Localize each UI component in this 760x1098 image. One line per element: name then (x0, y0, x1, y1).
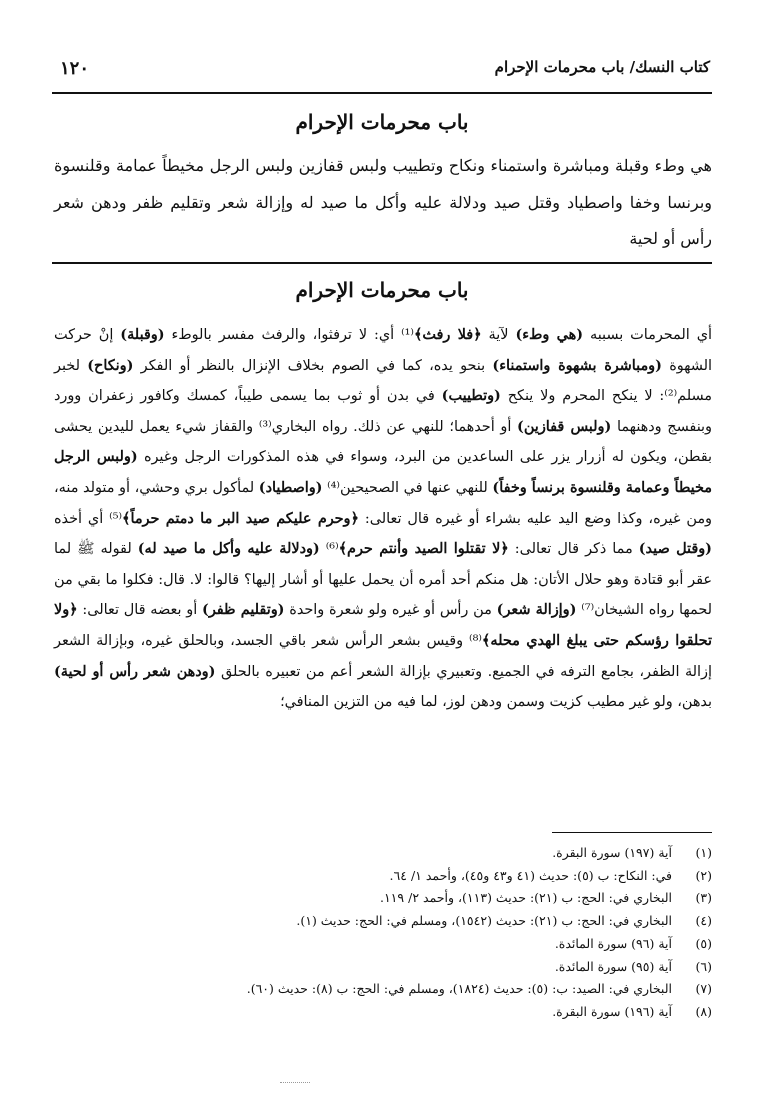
footnote-text: آية (٩٦) سورة المائدة. (554, 935, 672, 951)
commentary-segment: لآية (481, 327, 516, 343)
footnote-text: في: النكاح: ب (٥): حديث (٤١ و٤٣ و٤٥)، وأحمد ١/ ٦٤. (389, 867, 672, 883)
commentary-segment: من رأس أو غيره ولو شعرة واحدة (284, 602, 497, 619)
page-number: ١٢٠ (60, 58, 90, 79)
footnotes-list (150, 842, 712, 1024)
matn-rule (52, 262, 712, 264)
footnote-item (150, 978, 712, 1001)
footnote-number: (٤) (695, 913, 712, 929)
footnote-number: (٣) (695, 890, 712, 906)
commentary-segment: بنحو يده، كما في الصوم بخلاف الإنزال بالنظر أو الفكر (133, 357, 493, 374)
matn-heading: باب محرمات الإحرام (295, 110, 469, 134)
footnote-text: البخاري في: الصيد: ب: (٥): حديث (١٨٢٤)، ومسلم في: الحج: ب (٨): حديث (٦٠). (246, 981, 672, 997)
commentary-segment: ⁽⁶⁾ (319, 541, 339, 558)
footnote-text: البخاري في: الحج: ب (٢١): حديث (١١٣)، وأحمد ٢/ ١١٩. (379, 890, 672, 906)
footnote-text: البخاري في: الحج: ب (٢١): حديث (١٥٤٢)، ومسلم في: الحج: حديث (١). (296, 913, 672, 929)
footnote-number: (٢) (695, 867, 712, 883)
commentary-segment: ⁽⁵⁾ أي أخذه (54, 510, 123, 527)
matn-quote: (وتقليم ظفر) (202, 601, 285, 619)
footnote-number: (٥) (695, 935, 712, 951)
footnote-text: آية (١٩٧) سورة البقرة. (552, 845, 672, 860)
matn-quote: (ولبس الرجل مخيطاً وعمامة وقلنسوة برنساً وخفاً) (54, 448, 712, 496)
matn-quote: (ودلالة عليه وأكل ما صيد له) (137, 540, 320, 558)
footnote-item (150, 910, 712, 933)
matn-quote: (وقبلة) (120, 326, 165, 343)
page-bottom-mark (280, 1082, 310, 1083)
commentary-segment: لقوله ﷺ لما عقر أبو قتادة وهو حلال الأتان: هل منكم أحد أمره أن يحمل عليها أو أشار إليها؟ قالوا: لا. قال: فكلوا ما بقي من لحمها رواه الشيخان⁽⁷⁾ (54, 541, 713, 619)
footnote-item (150, 1001, 712, 1024)
matn-quote: (ودهن شعر رأس أو لحية) (54, 662, 216, 680)
matn-quote: (هي وطء) (515, 326, 584, 343)
commentary-segment: بدهن، ولو غير مطيب كزيت وسمن ودهن لوز، لما فيه من التزين المنافي؛ (280, 694, 712, 711)
commentary-segment: في بدن أو ثوب بما يسمى طيباً، كمسك وكافور زعفران وورد وبنفسج ودهنهما (54, 388, 713, 435)
footnote-number: (٨) (695, 1003, 712, 1019)
matn-quote: (وتطييب) (441, 387, 501, 405)
matn-quote: (وقتل صيد) (638, 540, 712, 558)
matn-quote: (وإزالة شعر) (496, 601, 577, 619)
commentary-segment: إنْ حركت الشهوة (54, 327, 713, 374)
commentary-segment: ⁽⁸⁾ وقيس بشعر الرأس شعر باقي الجسد، وبالحلق غيره، وبإزالة الشعر إزالة الظفر، بجامع الترفه في الجميع. وتعبيري بإزالة الشعر أعم من تعبيره بالحلق (54, 632, 712, 680)
footnote-number: (٧) (695, 981, 712, 997)
footnote-item (150, 865, 712, 888)
commentary-segment: مما ذكر قال تعالى: (508, 541, 639, 558)
header-rule (52, 92, 712, 94)
commentary-segment: ⁽¹⁾ أي: لا ترفثوا، والرفث مفسر بالوطء (164, 327, 414, 343)
commentary-segment: أو أحدهما؛ للنهي عن ذلك. رواه البخاري⁽³⁾ والقفاز شيء يعمل لليدين يحشى بقطن، ويكون له أزرار يزر على الساعدين من البرد، وسواء في هذه المذكورات الرجل وغيره (54, 418, 712, 466)
matn-quote: (واصطياد) (258, 478, 323, 496)
footnote-number: (١) (695, 845, 712, 860)
commentary-segment: أي المحرمات بسببه (583, 327, 712, 343)
matn-quote: ﴿لا تقتلوا الصيد وأنتم حرم﴾ (338, 540, 509, 558)
footnote-rule (552, 832, 712, 833)
footnote-text: آية (٩٥) سورة المائدة. (554, 958, 672, 974)
running-header: كتاب النسك/ باب محرمات الإحرام (494, 58, 710, 76)
footnote-item (150, 887, 712, 910)
matn-quote: (ومباشرة بشهوة واستمناء) (492, 356, 662, 374)
footnote-number: (٦) (695, 958, 712, 974)
matn-quote: ﴿ولا تحلقوا رؤسكم حتى يبلغ الهدي محله﴾ (54, 601, 712, 649)
matn-quote: (ونكاح) (87, 356, 134, 374)
matn-text: هي وطء وقبلة ومباشرة واستمناء ونكاح وتطييب ولبس قفازين ولبس الرجل مخيطاً عمامة وقلنسوة وبرنسا وخفا واصطياد وقتل صيد ودلالة عليه وأكل ما صيد له وإزالة شعر وتقليم ظفر ودهن شعر رأس أو لحية (54, 156, 712, 248)
matn-quote: (ولبس قفازين) (517, 417, 612, 435)
commentary-segment: أو بعضه قال تعالى: (77, 602, 203, 619)
commentary-segment: للنهي عنها في الصحيحين⁽⁴⁾ (322, 479, 493, 496)
commentary-segment: لخبر مسلم⁽²⁾: لا ينكح المحرم ولا ينكح (54, 357, 713, 405)
footnote-text: آية (١٩٦) سورة البقرة. (552, 1003, 672, 1019)
commentary-text (54, 320, 712, 718)
commentary-heading: باب محرمات الإحرام (295, 278, 469, 302)
footnote-item (150, 933, 712, 956)
matn-quote: ﴿فلا رفث﴾ (413, 326, 482, 343)
footnote-item (150, 842, 712, 865)
commentary-segment: لمأكول بري وحشي، أو متولد منه، ومن غيره، وكذا وضع اليد عليه بشراء أو غيره قال تعالى: (54, 479, 712, 527)
footnote-item (150, 956, 712, 979)
matn-quote: ﴿وحرم عليكم صيد البر ما دمتم حرماً﴾ (122, 509, 359, 527)
